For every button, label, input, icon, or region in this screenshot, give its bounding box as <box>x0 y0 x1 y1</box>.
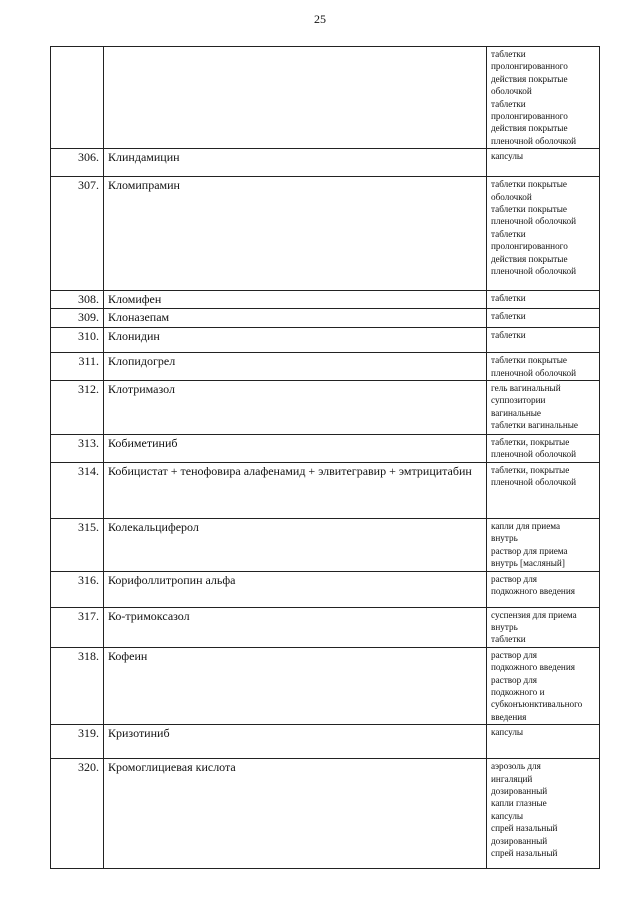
dosage-form-line: капли глазные <box>491 798 547 809</box>
table-row <box>51 518 600 571</box>
drug-name: Клиндамицин <box>104 149 487 177</box>
dosage-form-line: субконъюнктивального <box>491 699 583 710</box>
row-number: 317. <box>51 607 104 647</box>
dosage-form-line: подкожного и <box>491 686 545 697</box>
drug-name: Клотримазол <box>104 381 487 435</box>
row-number: 308. <box>51 291 104 309</box>
dosage-form-line: пленочной оболочкой <box>491 477 577 488</box>
dosage-form-line: суппозитории <box>491 395 546 406</box>
page-number: 25 <box>314 12 326 26</box>
table-row <box>51 725 600 759</box>
dosage-form-line: капсулы <box>491 727 524 738</box>
drug-name: Клонидин <box>104 328 487 353</box>
table-row <box>51 647 600 724</box>
dosage-form-line: спрей назальный <box>491 823 558 834</box>
row-number: 311. <box>51 353 104 381</box>
dosage-form-line: внутрь <box>491 533 518 544</box>
dosage-form-line: таблетки вагинальные <box>491 420 579 431</box>
dosage-form-line: раствор для <box>491 573 538 584</box>
row-number: 312. <box>51 381 104 435</box>
table-row <box>51 435 600 463</box>
row-number: 320. <box>51 759 104 869</box>
dosage-form-line: таблетки, покрытые <box>491 464 570 475</box>
dosage-forms <box>487 309 600 328</box>
dosage-form-line: пролонгированного <box>491 111 568 122</box>
dosage-forms <box>487 291 600 309</box>
dosage-form-line: оболочкой <box>491 86 532 97</box>
drug-table <box>50 46 600 869</box>
dosage-form-line: пленочной оболочкой <box>491 216 577 227</box>
table-row <box>51 381 600 435</box>
drug-name: Кофеин <box>104 647 487 724</box>
dosage-form-line: пленочной оболочкой <box>491 266 577 277</box>
dosage-form-line: раствор для приема <box>491 545 568 556</box>
drug-name: Кломипрамин <box>104 177 487 291</box>
dosage-form-line: таблетки <box>491 49 526 59</box>
dosage-form-line: таблетки <box>491 98 526 109</box>
drug-name: Кломифен <box>104 291 487 309</box>
dosage-forms <box>487 328 600 353</box>
table-row <box>51 47 600 149</box>
dosage-form-line: дозированный <box>491 835 548 846</box>
dosage-form-line: действия покрытые <box>491 253 568 264</box>
table-body <box>51 47 600 869</box>
drug-name: Клоназепам <box>104 309 487 328</box>
drug-name: Корифоллитропин альфа <box>104 571 487 607</box>
drug-name: Колекальциферол <box>104 518 487 571</box>
table-row <box>51 462 600 518</box>
dosage-form-line: пленочной оболочкой <box>491 449 577 460</box>
dosage-form-line: суспензия для приема <box>491 609 577 620</box>
dosage-form-line: таблетки, покрытые <box>491 437 570 448</box>
dosage-form-line: спрей назальный <box>491 848 558 858</box>
table-row <box>51 353 600 381</box>
dosage-forms <box>487 435 600 463</box>
dosage-form-line: таблетки покрытые <box>491 355 568 366</box>
row-number: 318. <box>51 647 104 724</box>
row-number: 314. <box>51 462 104 518</box>
dosage-form-line: таблетки <box>491 293 526 304</box>
dosage-forms <box>487 462 600 518</box>
dosage-forms <box>487 518 600 571</box>
dosage-form-line: таблетки покрытые <box>491 179 568 190</box>
dosage-form-line: подкожного введения <box>491 585 575 596</box>
dosage-form-line: гель вагинальный <box>491 383 561 394</box>
row-number: 309. <box>51 309 104 328</box>
dosage-form-line: таблетки <box>491 311 526 322</box>
row-number: 316. <box>51 571 104 607</box>
drug-name: Кризотиниб <box>104 725 487 759</box>
drug-name: Клопидогрел <box>104 353 487 381</box>
table-row <box>51 149 600 177</box>
dosage-form-line: капсулы <box>491 810 524 821</box>
dosage-form-line: раствор для <box>491 674 538 685</box>
dosage-form-line: подкожного введения <box>491 662 575 673</box>
table-row <box>51 177 600 291</box>
dosage-form-line: капсулы <box>491 151 524 162</box>
table-row <box>51 759 600 869</box>
dosage-forms <box>487 571 600 607</box>
row-number: 313. <box>51 435 104 463</box>
dosage-form-line: вагинальные <box>491 407 541 418</box>
dosage-forms <box>487 47 600 149</box>
dosage-forms <box>487 759 600 869</box>
dosage-form-line: пленочной оболочкой <box>491 367 577 378</box>
dosage-form-line: аэрозоль для <box>491 761 541 772</box>
dosage-forms <box>487 647 600 724</box>
dosage-forms <box>487 353 600 381</box>
dosage-forms <box>487 149 600 177</box>
drug-name: Кобиметиниб <box>104 435 487 463</box>
table-row <box>51 607 600 647</box>
drug-name <box>104 47 487 149</box>
dosage-form-line: пролонгированного <box>491 241 568 252</box>
dosage-forms <box>487 725 600 759</box>
dosage-form-line: пленочной оболочкой <box>491 135 577 146</box>
dosage-form-line: оболочкой <box>491 191 532 202</box>
drug-name: Кобицистат + тенофовира алафенамид + элвитегравир + эмтрицитабин <box>104 462 487 518</box>
table-row <box>51 328 600 353</box>
dosage-form-line: пролонгированного <box>491 61 568 72</box>
dosage-form-line: дозированный <box>491 785 548 796</box>
row-number: 315. <box>51 518 104 571</box>
dosage-forms <box>487 381 600 435</box>
dosage-form-line: таблетки покрытые <box>491 204 568 215</box>
row-number: 306. <box>51 149 104 177</box>
row-number: 319. <box>51 725 104 759</box>
dosage-form-line: капли для приема <box>491 520 561 531</box>
row-number <box>51 47 104 149</box>
table-row <box>51 291 600 309</box>
dosage-form-line: действия покрытые <box>491 123 568 134</box>
dosage-form-line: таблетки <box>491 228 526 239</box>
dosage-form-line: таблетки <box>491 634 526 645</box>
row-number: 307. <box>51 177 104 291</box>
row-number: 310. <box>51 328 104 353</box>
dosage-form-line: раствор для <box>491 649 538 660</box>
table-row <box>51 571 600 607</box>
dosage-form-line: внутрь [масляный] <box>491 558 565 569</box>
drug-name: Ко-тримоксазол <box>104 607 487 647</box>
drug-name: Кромоглициевая кислота <box>104 759 487 869</box>
dosage-forms <box>487 177 600 291</box>
dosage-forms <box>487 607 600 647</box>
table-row <box>51 309 600 328</box>
dosage-form-line: ингаляций <box>491 773 533 784</box>
dosage-form-line: введения <box>491 711 527 722</box>
dosage-form-line: внутрь <box>491 621 518 632</box>
dosage-form-line: таблетки <box>491 330 526 341</box>
dosage-form-line: действия покрытые <box>491 73 568 84</box>
